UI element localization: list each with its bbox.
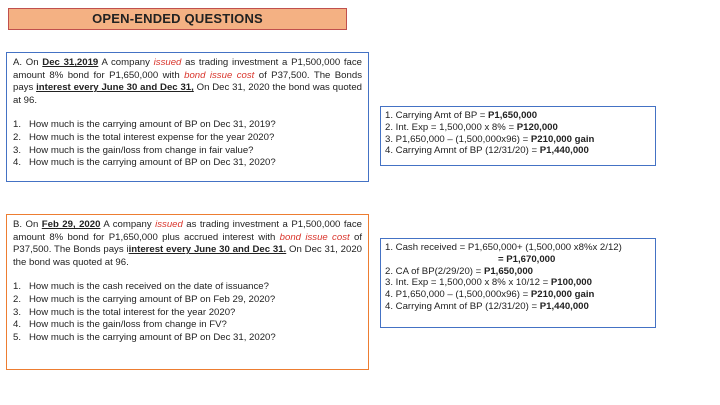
question-text: How much is the carrying amount of BP on Dec 31, 2020?: [29, 157, 276, 169]
problem-a-box: [6, 52, 369, 182]
answer-line: [385, 277, 651, 289]
problem-a-issue-cost: bond issue cost: [184, 69, 255, 81]
answer-label: 4. Carrying Amnt of BP (12/31/20) =: [385, 300, 540, 312]
answer-label: 4. P1,650,000 – (1,500,000x96) =: [385, 289, 531, 301]
question-text: How much is the carrying amount of BP on Dec 31, 2019?: [29, 119, 276, 131]
answer-value: P1,650,000: [483, 265, 534, 277]
answer-label: 1. Cash received = P1,650,000+ (1,500,000 x8%x 2/12): [385, 242, 622, 253]
answer-label: 1. Carrying Amt of BP =: [385, 110, 489, 121]
problem-b-text-5: On Dec 31, 2020 the bond was quoted at 96.: [13, 244, 363, 268]
problem-a-text-2: A company: [98, 57, 154, 68]
question-item: [13, 294, 362, 307]
question-number: 3.: [13, 144, 22, 156]
question-item: [13, 132, 362, 145]
answer-value: P1,650,000: [488, 110, 538, 121]
problem-b-text-2: A company: [100, 219, 156, 230]
question-number: 3.: [13, 306, 22, 318]
answer-value: P1,440,000: [539, 145, 589, 157]
page-title: OPEN-ENDED QUESTIONS: [8, 8, 347, 30]
problem-b-interest-dates: interest every June 30 and Dec 31.: [128, 244, 287, 256]
problem-a-intro: A. On: [13, 57, 43, 68]
question-text: How much is the carrying amount of BP on Feb 29, 2020?: [29, 293, 276, 305]
question-number: 4.: [13, 319, 22, 331]
question-text: How much is the total interest for the year 2020?: [29, 306, 236, 318]
question-text: How much is the gain/loss from change in fair value?: [29, 144, 254, 156]
problem-a-issued: issued: [153, 57, 182, 68]
answer-line: [385, 134, 651, 146]
problem-b-issued: issued: [155, 219, 183, 230]
answer-value: = P1,670,000: [498, 253, 556, 265]
question-number: 5.: [13, 331, 22, 343]
problem-a-interest-dates: interest every June 30 and Dec 31,: [36, 82, 194, 94]
answer-label: 4. Carrying Amnt of BP (12/31/20) =: [385, 145, 540, 157]
problem-a-date: Dec 31,2019: [42, 57, 99, 68]
problem-b-issue-cost: bond issue cost: [279, 231, 350, 243]
problem-b-text-3: as trading investment a P1,500,000 face amount 8% bond for P1,650,000 plus accrued interest with: [13, 219, 362, 243]
problem-b-text: [13, 219, 362, 269]
question-number: 4.: [13, 157, 22, 169]
answer-value: P100,000: [550, 277, 592, 289]
answer-label: 3. P1,650,000 – (1,500,000x96) =: [385, 133, 531, 145]
question-text: How much is the total interest expense for the year 2020?: [29, 131, 275, 143]
question-number: 2.: [13, 293, 22, 305]
answer-value: P210,000 gain: [530, 133, 595, 145]
answer-line: [385, 289, 651, 301]
question-item: [13, 157, 362, 170]
answer-line: [385, 110, 651, 122]
question-item: [13, 307, 362, 320]
question-number: 1.: [13, 119, 22, 131]
question-number: 2.: [13, 131, 22, 143]
problem-b-text-4: of P37,500. The Bonds pays i: [13, 231, 362, 256]
answer-label: 2. Int. Exp = 1,500,000 x 8% =: [385, 121, 517, 133]
question-text: How much is the gain/loss from change in FV?: [29, 319, 227, 331]
problem-a-questions: [13, 119, 362, 169]
problem-a-text-5: On Dec 31, 2020 the bond was quoted at 96.: [13, 82, 362, 106]
answer-line: [385, 266, 651, 278]
answer-value: P1,440,000: [539, 300, 589, 312]
problem-b-questions: [13, 281, 362, 344]
answer-label: 2. CA of BP(2/29/20) =: [385, 265, 484, 277]
question-item: [13, 332, 362, 345]
problem-b-intro: B. On: [13, 219, 42, 230]
answers-b-box: [380, 238, 656, 328]
answer-line: [385, 301, 651, 313]
problem-b-date: Feb 29, 2020: [41, 219, 101, 230]
question-text: How much is the carrying amount of BP on Dec 31, 2020?: [29, 331, 276, 343]
answer-line: [385, 254, 651, 266]
problem-a-text-3: as trading investment a P1,500,000 face amount 8% bond for P1,650,000 with: [13, 57, 362, 81]
problem-b-box: [6, 214, 369, 370]
question-item: [13, 119, 362, 132]
question-text: How much is the cash received on the date of issuance?: [29, 281, 269, 293]
problem-a-text: [13, 57, 362, 107]
answer-line: [385, 145, 651, 157]
question-item: [13, 281, 362, 294]
question-number: 1.: [13, 281, 22, 293]
problem-a-text-4: of P37,500. The Bonds pays: [13, 69, 362, 94]
answer-value: P210,000 gain: [530, 289, 595, 301]
answer-line: [385, 122, 651, 134]
answers-a-box: [380, 106, 656, 166]
answer-value: P120,000: [516, 121, 558, 133]
question-item: [13, 319, 362, 332]
answer-label: 3. Int. Exp = 1,500,000 x 8% x 10/12 =: [385, 277, 551, 289]
question-item: [13, 145, 362, 158]
answer-line: [385, 242, 651, 254]
